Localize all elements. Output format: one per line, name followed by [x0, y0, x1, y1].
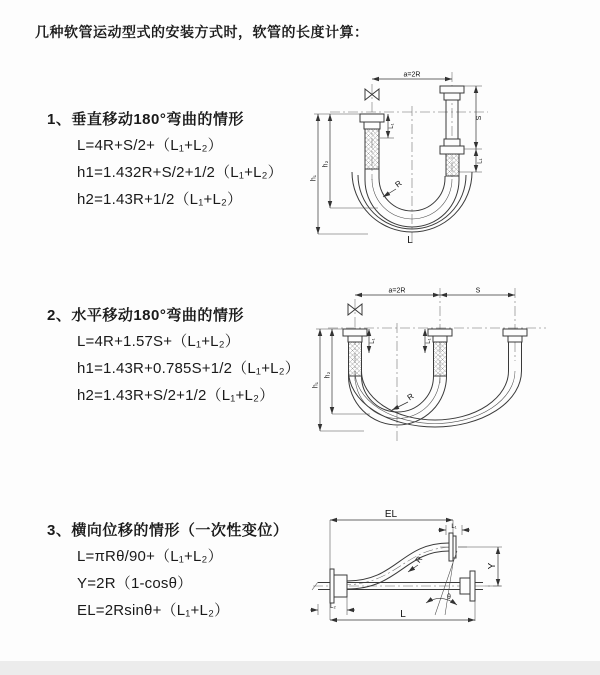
dim-s — [440, 288, 515, 296]
dim-l1 — [438, 524, 470, 535]
dim-label-r: R — [393, 178, 404, 190]
dim-label-l1-mid: L₁ — [426, 338, 432, 344]
dim-label-h2: h₂ — [324, 371, 332, 379]
page-title: 几种软管运动型式的安装方式时，软管的长度计算： — [35, 24, 369, 40]
section-3-heading: 3、横向位移的情形（一次性变位） — [47, 522, 289, 539]
left-pipe-assembly — [343, 329, 367, 376]
formula-line: L=4R+S/2+（L₁+L₂） — [77, 137, 223, 154]
dim-label-a2r: a=2R — [388, 287, 406, 295]
diagram-vertical-180-bend — [310, 68, 545, 250]
dim-width — [372, 72, 452, 80]
dim-label-l2: L₂ — [330, 604, 336, 610]
formula-line: EL=2Rsinθ+（L₁+L₂） — [77, 602, 230, 619]
section-1 — [47, 108, 317, 219]
dim-label-s: S — [476, 115, 483, 121]
section-2-heading: 2、水平移动180°弯曲的情形 — [47, 307, 244, 324]
formula-line: h1=1.432R+S/2+1/2（L₁+L₂） — [77, 164, 283, 181]
dim-label-r: R — [405, 391, 416, 403]
dim-label-l1: L₁ — [451, 524, 457, 530]
diagram-lateral-displacement — [305, 505, 517, 643]
dim-label-l: L — [400, 609, 406, 620]
dim-label-a2r: a=2R — [403, 71, 421, 79]
dim-h1 — [311, 114, 369, 234]
dim-label-theta: θ — [447, 594, 451, 601]
dim-label-l1-left: L₁ — [389, 123, 395, 129]
diagram-horizontal-180-bend — [312, 283, 562, 451]
formula-line: h1=1.43R+0.785S+1/2（L₁+L₂） — [77, 360, 300, 377]
dim-label-h1: h₁ — [310, 174, 318, 182]
dim-width — [355, 288, 440, 296]
dim-label-s: S — [475, 287, 481, 295]
dim-label-l1-left: L₁ — [370, 338, 376, 344]
formula-line: L=πRθ/90+（L₁+L₂） — [77, 548, 223, 565]
left-pipe-assembly — [360, 114, 384, 169]
formula-line: L=4R+1.57S+（L₁+L₂） — [77, 333, 240, 350]
formula-line: h2=1.43R+1/2（L₁+L₂） — [77, 191, 243, 208]
dim-l1-left — [369, 329, 376, 353]
dim-el — [330, 509, 453, 620]
dim-l1-right — [476, 149, 484, 172]
formula-line: h2=1.43R+S/2+1/2（L₁+L₂） — [77, 387, 275, 404]
scan-edge — [0, 661, 600, 675]
dim-l — [330, 601, 475, 621]
radius-leader — [383, 179, 404, 197]
dim-label-l1-right: L₁ — [477, 158, 484, 164]
section-1-heading: 1、垂直移动180°弯曲的情形 — [47, 111, 244, 128]
centerlines — [330, 72, 488, 244]
dim-label-h2: h₂ — [322, 160, 330, 168]
radius-leader — [392, 391, 416, 410]
dim-label-h1: h₁ — [312, 381, 320, 389]
dim-label-y: Y — [487, 562, 498, 570]
section-2 — [47, 304, 317, 415]
dim-label-r: R — [413, 554, 425, 565]
section-3 — [47, 519, 317, 630]
dim-label-l: L — [407, 235, 413, 246]
dim-label-el: EL — [384, 509, 398, 520]
middle-pipe-assembly — [428, 329, 452, 376]
formula-line: Y=2R（1-cosθ） — [77, 575, 193, 592]
